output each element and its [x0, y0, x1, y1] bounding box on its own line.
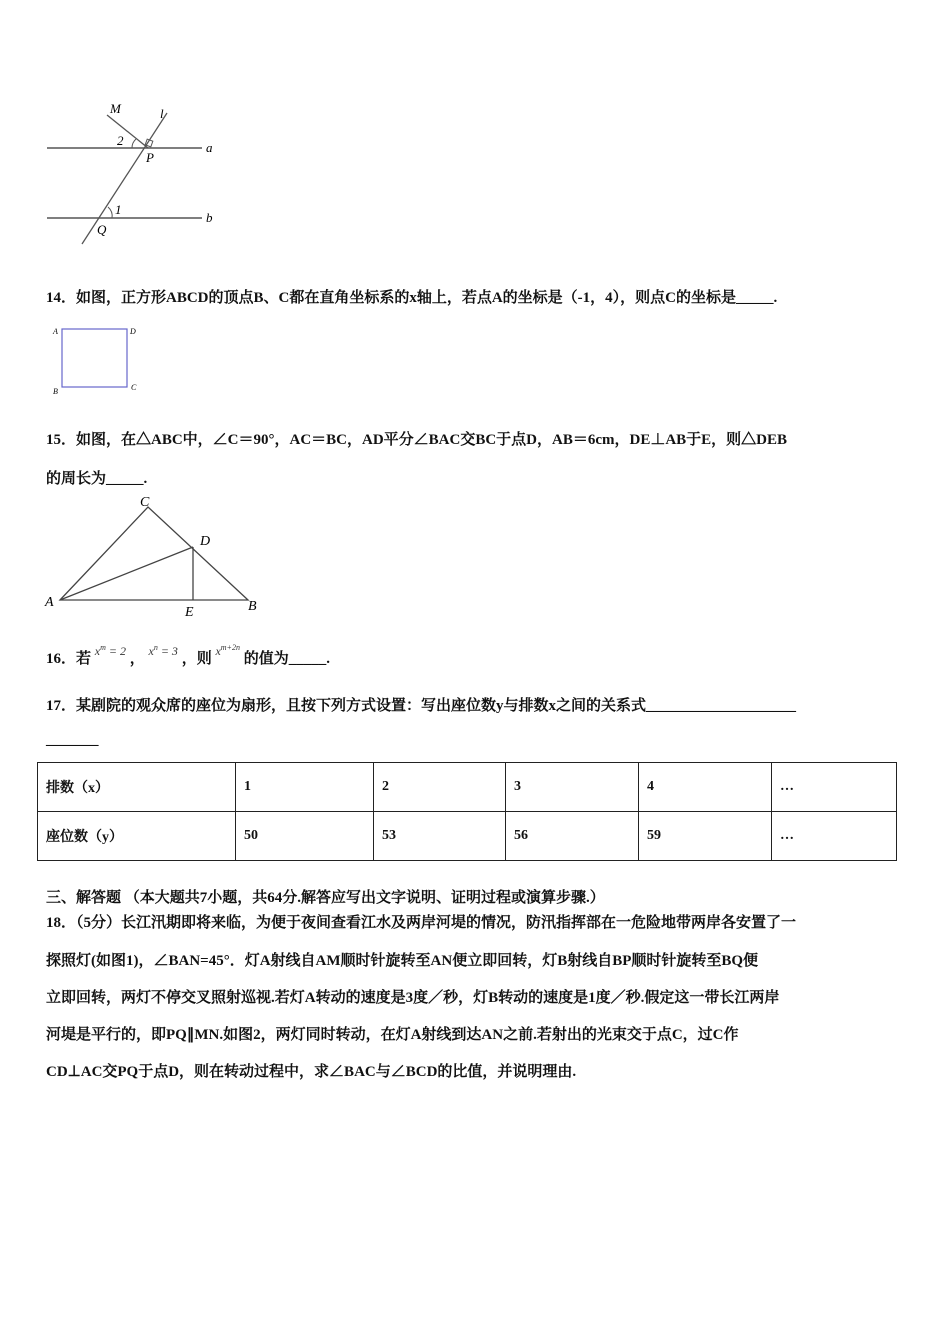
label-b: B [53, 387, 58, 396]
equation-xn: xn = 3 [148, 643, 178, 658]
label-p: P [146, 150, 154, 165]
label-l: l [160, 106, 164, 121]
question-18-line: CD⊥AC交PQ于点D，则在转动过程中，求∠BAC与∠BCD的比值，并说明理由. [46, 1064, 577, 1080]
table-row [38, 812, 897, 861]
triangle-abc [60, 507, 248, 600]
question-15-line-2: 的周长为_____. [46, 471, 148, 487]
question-14: 14．如图，正方形ABCD的顶点B、C都在直角坐标系的x轴上，若点A的坐标是（-1，4），则点C的坐标是_____. [46, 290, 778, 306]
table-cell: 56 [506, 812, 639, 861]
label-e: E [185, 605, 194, 620]
label-d: D [130, 327, 136, 336]
table-cell: … [772, 812, 897, 861]
question-18-line: 18．（5分）长江汛期即将来临，为便于夜间查看江水及两岸河堤的情况，防汛指挥部在一危险地带两岸各安置了一 [46, 915, 797, 931]
label-a: a [206, 140, 213, 155]
figure-parallel-lines [0, 0, 260, 260]
label-c: C [131, 383, 137, 392]
seat-table [37, 762, 897, 861]
figure-triangle [0, 490, 280, 620]
table-cell: 50 [236, 812, 374, 861]
label-d: D [200, 534, 211, 549]
q16-sep: ， [129, 651, 145, 667]
question-17-line-1: 17．某剧院的观众席的座位为扇形，且按下列方式设置：写出座位数y与排数x之间的关系式____________________ [46, 698, 797, 714]
question-18-line: 河堤是平行的，即PQ∥MN.如图2，两灯同时转动，在灯A射线到达AN之前.若射出的光束交于点C，过C作 [46, 1027, 739, 1043]
question-18-line: 探照灯(如图1)，∠BAN=45°．灯A射线自AM顺时针旋转至AN便立即回转，灯B射线自BP顺时针旋转至BQ便 [46, 953, 759, 969]
question-15-line-1: 15．如图，在△ABC中，∠C＝90°，AC＝BC，AD平分∠BAC交BC于点D，AB＝6cm，DE⊥AB于E，则△DEB [46, 432, 788, 448]
right-angle-mark [145, 139, 153, 147]
table-cell: 排数（x） [38, 763, 236, 812]
q16-suffix: 的值为_____. [243, 651, 330, 667]
label-m: M [110, 101, 121, 116]
question-16 [46, 643, 330, 668]
ray-pm [107, 115, 148, 148]
table-cell: 4 [639, 763, 772, 812]
label-angle-2: 2 [117, 133, 124, 148]
table-row [38, 763, 897, 812]
table-cell: 2 [374, 763, 506, 812]
table-cell: 53 [374, 812, 506, 861]
line-l [82, 113, 167, 244]
label-a: A [45, 595, 54, 610]
figure-square [40, 320, 150, 400]
table-cell: … [772, 763, 897, 812]
label-q: Q [97, 222, 107, 237]
label-angle-1: 1 [115, 202, 122, 217]
table-cell: 59 [639, 812, 772, 861]
table-cell: 座位数（y） [38, 812, 236, 861]
q16-then: ，则 [181, 651, 212, 667]
label-a: A [53, 327, 58, 336]
table-cell: 1 [236, 763, 374, 812]
label-b: B [248, 599, 257, 614]
segment-ad [60, 547, 193, 600]
q16-prefix: 16．若 [46, 651, 92, 667]
section-3-heading: 三、解答题 （本大题共7小题，共64分.解答应写出文字说明、证明过程或演算步骤.） [46, 890, 605, 906]
label-c: C [140, 495, 150, 510]
square-abcd [62, 329, 127, 387]
expression-x-m-2n: xm+2n [215, 643, 240, 658]
label-b: b [206, 210, 213, 225]
question-18-line: 立即回转，两灯不停交叉照射巡视.若灯A转动的速度是3度／秒，灯B转动的速度是1度／秒.假定这一带长江两岸 [46, 990, 780, 1006]
equation-xm: xm = 2 [94, 643, 126, 658]
angle-1-arc [108, 207, 112, 218]
table-cell: 3 [506, 763, 639, 812]
angle-2-arc [132, 139, 136, 148]
question-17-line-2: _______ [46, 732, 99, 748]
